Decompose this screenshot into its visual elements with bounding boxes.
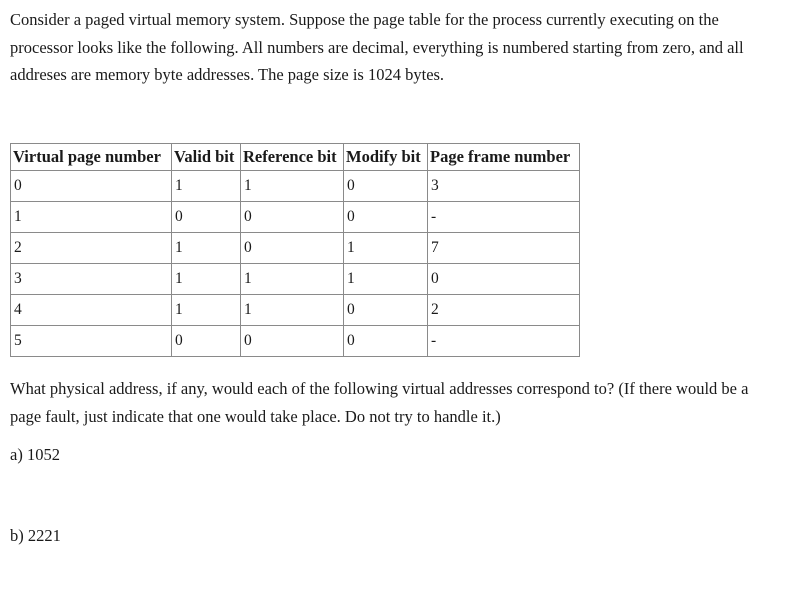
header-modify-bit: Modify bit [344,144,428,171]
cell-frame: - [428,202,580,233]
cell-frame: - [428,326,580,357]
cell-mod: 0 [344,171,428,202]
table-row [11,326,580,357]
table-row [11,171,580,202]
cell-vpn: 4 [11,295,172,326]
cell-frame: 7 [428,233,580,264]
cell-valid: 1 [172,171,241,202]
header-page-frame-number: Page frame number [428,144,580,171]
cell-vpn: 1 [11,202,172,233]
cell-valid: 1 [172,233,241,264]
cell-valid: 1 [172,295,241,326]
header-valid-bit: Valid bit [172,144,241,171]
cell-ref: 0 [241,233,344,264]
cell-frame: 0 [428,264,580,295]
cell-frame: 3 [428,171,580,202]
cell-valid: 1 [172,264,241,295]
table-row [11,295,580,326]
header-virtual-page-number: Virtual page number [11,144,172,171]
cell-ref: 1 [241,171,344,202]
part-b-address: b) 2221 [10,526,61,545]
question-paragraph: What physical address, if any, would each of the following virtual addresses correspond to? (If there would be a page fault, just indicate that one would take place. Do not try to handle it.) [10,379,749,426]
cell-mod: 0 [344,326,428,357]
intro-paragraph: Consider a paged virtual memory system. Suppose the page table for the process currently executing on the processor looks like the following. All numbers are decimal, everything is numbered starting from zero, and all addreses are memory byte addresses. The page size is 1024 bytes. [10,10,744,84]
table-row [11,264,580,295]
cell-ref: 1 [241,264,344,295]
table-header-row [11,144,580,171]
cell-mod: 1 [344,264,428,295]
page-table [10,143,580,357]
cell-vpn: 3 [11,264,172,295]
cell-vpn: 2 [11,233,172,264]
cell-valid: 0 [172,326,241,357]
cell-valid: 0 [172,202,241,233]
header-reference-bit: Reference bit [241,144,344,171]
cell-ref: 0 [241,202,344,233]
cell-mod: 0 [344,295,428,326]
cell-frame: 2 [428,295,580,326]
part-a-address: a) 1052 [10,445,60,464]
cell-mod: 0 [344,202,428,233]
cell-ref: 0 [241,326,344,357]
table-row [11,202,580,233]
table-row [11,233,580,264]
cell-vpn: 0 [11,171,172,202]
cell-ref: 1 [241,295,344,326]
cell-mod: 1 [344,233,428,264]
cell-vpn: 5 [11,326,172,357]
